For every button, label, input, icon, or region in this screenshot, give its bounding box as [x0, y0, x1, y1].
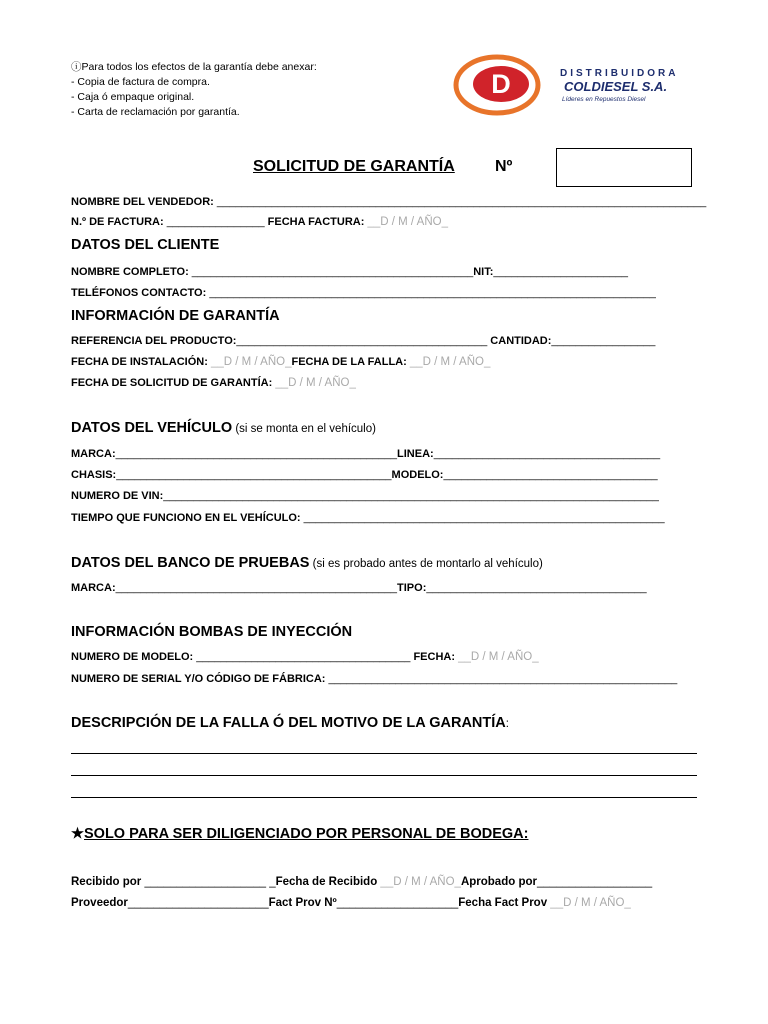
notes-item: - Caja ó empaque original.: [71, 91, 195, 103]
notes-intro: ⓘPara todos los efectos de la garantía debe anexar:: [71, 61, 317, 73]
descripcion-line[interactable]: [71, 797, 697, 798]
row-tiempo: TIEMPO QUE FUNCIONO EN EL VEHÍCULO: ___________________________________________________________: [71, 512, 665, 524]
row-solicitud: FECHA DE SOLICITUD DE GARANTÍA: __D / M / AÑO_: [71, 377, 356, 389]
descripcion-line[interactable]: [71, 753, 697, 754]
fecha-solicitud-field[interactable]: __D / M / AÑO_: [275, 377, 356, 389]
form-number-box[interactable]: [556, 148, 692, 187]
factura-field[interactable]: ________________: [166, 216, 265, 228]
marca-field[interactable]: ______________________________________________: [115, 448, 398, 460]
form-number-label: Nº: [495, 158, 513, 175]
star-icon: ★: [71, 826, 84, 842]
descripcion-line[interactable]: [71, 775, 697, 776]
modelo-bomba-field[interactable]: ___________________________________: [196, 651, 411, 663]
nombre-field[interactable]: ______________________________________________: [191, 266, 474, 278]
fecha-bomba-field[interactable]: __D / M / AÑO_: [458, 651, 539, 663]
fecha-fact-prov-field[interactable]: __D / M / AÑO_: [550, 897, 631, 909]
referencia-field[interactable]: _________________________________________: [236, 335, 488, 347]
row-telefonos: TELÉFONOS CONTACTO: _________________________________________________________________________: [71, 287, 656, 299]
notes-item: - Copia de factura de compra.: [71, 76, 210, 88]
section-descripcion-title: DESCRIPCIÓN DE LA FALLA Ó DEL MOTIVO DE LA GARANTÍA:: [71, 715, 509, 731]
row-bodega-1: Recibido por ___________________ _Fecha de Recibido __D / M / AÑO_Aprobado por__________________: [71, 876, 653, 888]
nit-field[interactable]: ______________________: [493, 266, 628, 278]
section-banco-title: DATOS DEL BANCO DE PRUEBAS (si es probado antes de montarlo al vehículo): [71, 555, 543, 571]
fact-prov-field[interactable]: ___________________: [336, 897, 459, 909]
row-banco-marca: MARCA:______________________________________________TIPO:____________________________________: [71, 582, 647, 594]
fecha-factura-field[interactable]: __D / M / AÑO_: [367, 216, 448, 228]
coldiesel-logo: [452, 50, 697, 120]
row-marca: MARCA:______________________________________________LINEA:_____________________________________: [71, 448, 661, 460]
modelo-field[interactable]: ___________________________________: [443, 469, 658, 481]
telefonos-field[interactable]: _________________________________________________________________________: [209, 287, 656, 299]
tiempo-field[interactable]: ___________________________________________________________: [303, 512, 665, 524]
row-vendedor: NOMBRE DEL VENDEDOR: ________________________________________________________________________________: [71, 196, 707, 208]
row-instalacion: FECHA DE INSTALACIÓN: __D / M / AÑO_FECHA DE LA FALLA: __D / M / AÑO_: [71, 356, 491, 368]
section-bombas-title: INFORMACIÓN BOMBAS DE INYECCIÓN: [71, 624, 353, 640]
logo-tagline: Líderes en Repuestos Diesel: [562, 96, 646, 103]
serial-field[interactable]: _________________________________________________________: [328, 673, 678, 685]
banco-tipo-field[interactable]: ____________________________________: [426, 582, 647, 594]
cantidad-field[interactable]: _________________: [551, 335, 656, 347]
logo-name: COLDIESEL S.A.: [564, 79, 668, 94]
row-factura: N.º DE FACTURA: ________________ FECHA FACTURA: __D / M / AÑO_: [71, 216, 448, 228]
fecha-falla-field[interactable]: __D / M / AÑO_: [409, 356, 491, 368]
row-referencia: REFERENCIA DEL PRODUCTO:_________________________________________ CANTIDAD:_________________: [71, 335, 656, 347]
fecha-instalacion-field[interactable]: __D / M / AÑO_: [210, 356, 292, 368]
bodega-title: ★SOLO PARA SER DILIGENCIADO POR PERSONAL DE BODEGA:: [71, 826, 529, 842]
row-bodega-2: Proveedor______________________Fact Prov Nº___________________Fecha Fact Prov __D / M / AÑO_: [71, 897, 631, 909]
row-vin: NUMERO DE VIN:_________________________________________________________________________________: [71, 490, 659, 502]
recibido-por-field[interactable]: ___________________ _: [144, 876, 276, 888]
row-modelo-bomba: NUMERO DE MODELO: ___________________________________ FECHA: __D / M / AÑO_: [71, 651, 539, 663]
linea-field[interactable]: _____________________________________: [433, 448, 661, 460]
row-chasis: CHASIS:_____________________________________________MODELO:___________________________________: [71, 469, 658, 481]
aprobado-por-field[interactable]: __________________: [536, 876, 653, 888]
banco-marca-field[interactable]: ______________________________________________: [115, 582, 398, 594]
section-vehiculo-title: DATOS DEL VEHÍCULO (si se monta en el vehículo): [71, 420, 376, 436]
logo-letter: D: [491, 69, 511, 99]
notes-item: - Carta de reclamación por garantía.: [71, 106, 240, 118]
vendedor-field[interactable]: ________________________________________________________________________________: [216, 196, 707, 208]
vin-field[interactable]: _________________________________________________________________________________: [163, 490, 659, 502]
row-serial: NUMERO DE SERIAL Y/O CÓDIGO DE FÁBRICA: _________________________________________________________: [71, 673, 678, 685]
chasis-field[interactable]: _____________________________________________: [116, 469, 392, 481]
proveedor-field[interactable]: ______________________: [127, 897, 269, 909]
row-cliente-nombre: NOMBRE COMPLETO: ______________________________________________NIT:______________________: [71, 266, 628, 278]
logo-top: DISTRIBUIDORA: [560, 68, 679, 79]
attachment-notes: [71, 60, 317, 120]
section-garantia-title: INFORMACIÓN DE GARANTÍA: [71, 308, 280, 324]
form-title: SOLICITUD DE GARANTÍA: [253, 158, 455, 175]
fecha-recibido-field[interactable]: __D / M / AÑO_: [380, 876, 461, 888]
section-cliente-title: DATOS DEL CLIENTE: [71, 237, 220, 253]
